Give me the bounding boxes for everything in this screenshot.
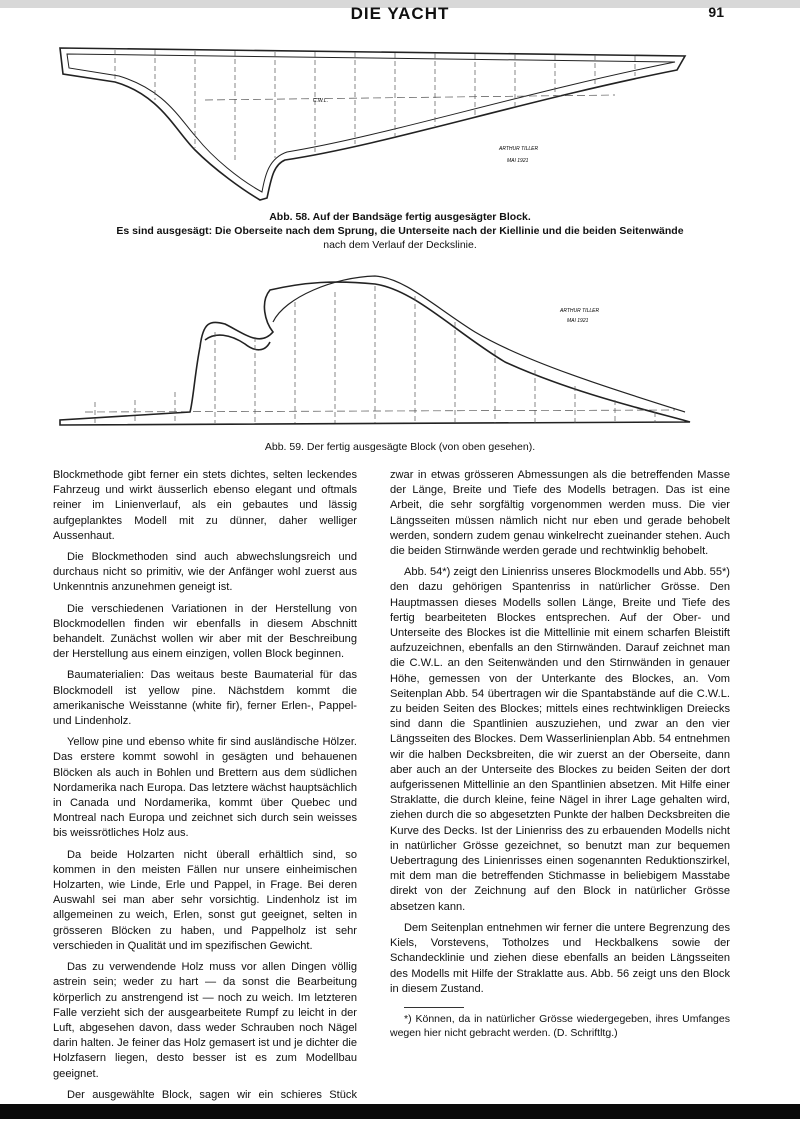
right-paragraph: Abb. 54*) zeigt den Linienriss unseres Blockmodells und Abb. 55*) den dazu gehörigen Spantenriss in natürlicher Grösse. Den Hauptmassen dieses Modells sollen Länge, Breite und Tiefe des fertig bearbeiteten Blockes entsprechen. Auf der Ober- und Unterseite des Blockes ist die Mittellinie mit einem scharfen Bleistift aufzuzeichnen, ebenfalls an den Stirnwänden. Darauf zeichnet man die C.W.L. an den Seitenwänden und den Stirnwänden in genauer Höhe, gemessen von der Unterkante des Blockes, an. Vom Seitenplan Abb. 54 übertragen wir die Spantabstände auf die C.W.L. zu beiden Seiten des Blockes; mittels eines rechtwinkligen Dreiecks sind dann die Spantlinien auszuziehen, und zwar an den vier Längsseiten des Blockes. Dem Wasserlinienplan Abb. 54 entnehmen wir die halben Decksbreiten, die wir zuerst an der Oberseite, dann aber auch an der Unterseite des Blockes zu beiden Seiten der dort aufgerissenen Mittellinie an den Spantlinien absetzen. Mit Hilfe einer Straklatte, die durch kleine, feine Nägel in ihrer Lage gehalten wird, ziehen durch die so abgesetzten Punkte der halben Decksbreiten die Kurve des Decks. Ist der Linienriss des zu erbauenden Modells nicht in natürlicher Grösse gezeichnet, so benutzt man zur bequemen Uebertragung des Linienrisses einen sogenannten Reduktionszirkel, mit dem man die betreffenden Stichmasse in beliebigem Masstabe direkt von der Zeichnung auf den Block in natürlicher Grösse absetzen kann. xyxy=(390,566,730,913)
right-paragraph: Dem Seitenplan entnehmen wir ferner die untere Begrenzung des Kiels, Vorstevens, Totholzes und Heckbalkens sowie der Schandecklinie und ziehen diese ebenfalls an beiden Längsseiten des Modells mit Hilfe der Straklatte aus. Abb. 56 zeigt uns den Block in diesem Zustand. xyxy=(390,921,730,995)
figure-58-cwl-label: C.W.L. xyxy=(313,98,329,104)
figure-59-drawing xyxy=(55,262,695,437)
running-head: DIE YACHT xyxy=(350,4,450,23)
left-paragraph: Die verschiedenen Variationen in der Herstellung von Blockmodellen finden wir ebenfalls in diesem Abschnitt behandelt. Zunächst wollen wir aber mit der Beschreibung der Herstellung aus einem einzigen, vollen Block beginnen. xyxy=(53,602,357,661)
left-text-column xyxy=(53,468,357,1124)
figure-59-caption: Abb. 59. Der fertig ausgesägte Block (von oben gesehen). xyxy=(264,441,536,453)
plan-station-lines xyxy=(95,286,655,424)
left-paragraph: Das zu verwendende Holz muss vor allen Dingen völlig astrein sein; weder zu hart — da sonst die Bearbeitung körperlich zu anstrengend ist — noch zu weich. Im letzteren Falle verzieht sich der ausgearbeitete Rumpf zu leicht in der Luft, abgesehen davon, dass weder Schrauben noch Nägel darin halten. Je feiner das Holz gemasert ist und je dichter die Holzfasern liegen, desto besser ist es zum Modellbau geeignet. xyxy=(53,961,358,1080)
plan-baseline xyxy=(85,410,675,412)
right-paragraph: zwar in etwas grösseren Abmessungen als die betreffenden Masse der Länge, Breite und Tiefe des Modells betragen. Das ist eine Arbeit, die sehr sorgfältig vorgenommen werden muss. Die vier Längsseiten müssen nämlich nicht nur eben und gerade behobelt werden, sondern zudem genau winkelrecht zueinander stehen. Auch die beiden Stirnwände werden gerade und rechtwinklig behobelt. xyxy=(390,469,730,558)
figure-58-caption-title: Abb. 58. Auf der Bandsäge fertig ausgesägter Block. xyxy=(269,211,531,223)
figure-58-date: MAI 1921 xyxy=(507,158,529,164)
scan-bottom-edge xyxy=(0,1104,800,1119)
footnote-rule xyxy=(404,1007,464,1008)
station-lines xyxy=(115,50,635,160)
left-paragraph: Da beide Holzarten nicht überall erhältlich sind, so kommen in den meisten Fällen nur unsere einheimischen Holzarten, wie Linde, Erle und Pappel, in Frage. Bei deren Auswahl sei man aber sehr vorsichtig. Lindenholz ist im allgemeinen zu weich, Erlen, sonst gut geeignet, selten in grösseren Blöcken zu haben, und Pappelholz ist sehr verschieden in Qualität und im spezifischen Gewicht. xyxy=(53,848,357,952)
block-outline-inner xyxy=(67,54,675,192)
page-number: 91 xyxy=(708,4,724,20)
figure-59-date: MAI 1921 xyxy=(567,318,589,324)
right-text-column xyxy=(390,468,730,1046)
figure-59-signature: ARTHUR TILLER xyxy=(560,308,600,314)
figure-58-caption-detail-cont: nach dem Verlauf der Deckslinie. xyxy=(323,239,477,251)
left-paragraph: Yellow pine und ebenso white fir sind ausländische Hölzer. Das erstere kommt sowohl in gesägten und behauenen Blöcken als auch in Bohlen und Brettern aus dem südlichen Nordamerika nach Europa. Das letztere wächst hauptsächlich in Canada und Nordamerika, kommt über Quebec und Montreal nach Europa und zeichnet sich durch sein weisses bis weissrötliches Holz aus. xyxy=(53,736,357,840)
footnote: *) Können, da in natürlicher Grösse wiedergegeben, ihres Umfanges wegen hier nicht gebracht werden. (D. Schriftltg.) xyxy=(390,1012,730,1039)
left-paragraph: Die Blockmethoden sind auch abwechslungsreich und durchaus nicht so primitiv, wie der Anfänger wohl zuerst aus Unkenntnis anzunehmen geneigt ist. xyxy=(53,551,357,594)
figure-58-drawing xyxy=(55,40,695,205)
figure-58-signature: ARTHUR TILLER xyxy=(499,146,539,152)
figure-58-caption-detail: Es sind ausgesägt: Die Oberseite nach dem Sprung, die Unterseite nach der Kiellinie und die beiden Seitenwände xyxy=(116,225,684,237)
left-paragraph: Blockmethode gibt ferner ein stets dichtes, selten leckendes Fahrzeug und wirkt äusserlich ebenso elegant und oftmals reiner im Linienverlauf, als ein gebautes und lässig aufgeplanktes Modell mit zu dünner, daher welliger Aussenhaut. xyxy=(53,469,357,542)
left-paragraph: Baumaterialien: Das weitaus beste Baumaterial für das Blockmodell ist yellow pine. Nächstdem kommt die amerikanische Weisstanne (white fir), ferner Erlen-, Pappel- und Lindenholz. xyxy=(53,669,357,728)
left-paragraph: Der ausgewählte Block, sagen wir ein schieres Stück xyxy=(67,1088,357,1101)
figure-58-caption xyxy=(60,210,740,252)
block-outline-upper xyxy=(60,48,685,200)
